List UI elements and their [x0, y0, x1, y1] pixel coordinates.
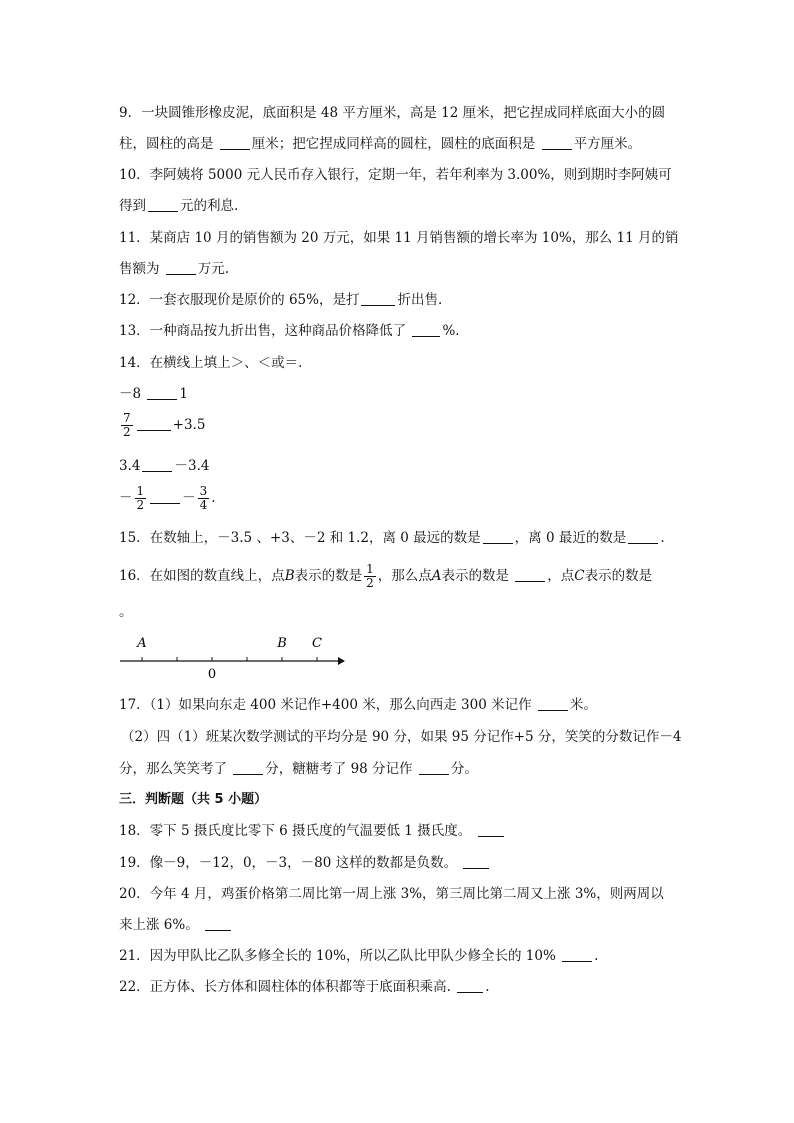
question-13-text-a: 13．一种商品按九折出售，这种商品价格降低了	[119, 323, 407, 339]
question-19-text: 19．像－9，－12，0，－3，－80 这样的数都是负数。	[119, 855, 458, 871]
question-17-line-3	[119, 760, 478, 778]
question-9-line-1	[119, 104, 665, 122]
question-14-intro	[119, 354, 302, 372]
answer-blank[interactable]	[147, 385, 177, 400]
axis-label-c: C	[312, 636, 322, 651]
question-16-text-d: ，那么点	[377, 568, 432, 584]
question-16-text-f: 表示的数是	[441, 568, 509, 584]
period: .	[211, 490, 216, 506]
question-21	[119, 947, 598, 965]
question-14-row-1	[119, 385, 188, 403]
question-16-line-2	[119, 603, 133, 621]
question-9-text-a: 柱，圆柱的高是	[119, 136, 214, 152]
row-1-left: －8	[119, 386, 142, 402]
row-1-right: 1	[179, 386, 188, 402]
question-15	[119, 529, 665, 547]
question-22-text: 22．正方体、长方体和圆柱体的体积都等于底面积乘高.	[119, 979, 451, 995]
minus-sign: －	[119, 490, 133, 506]
answer-blank[interactable]	[483, 529, 513, 544]
numerator: 1	[366, 562, 374, 576]
answer-blank[interactable]	[148, 197, 178, 212]
period: .	[485, 979, 490, 995]
question-18-text: 18．零下 5 摄氏度比零下 6 摄氏度的气温要低 1 摄氏度。	[119, 823, 472, 839]
question-17-text-2: （2）四（1）班某次数学测试的平均分是 90 分，如果 95 分记作+5 分，笑笑的分数记作－4	[121, 729, 682, 745]
denominator: 2	[123, 425, 131, 439]
question-14-text: 14．在横线上填上＞、＜或＝.	[119, 355, 303, 371]
denominator: 2	[136, 498, 145, 512]
question-15-text-c: .	[660, 530, 665, 546]
question-20-line-1	[119, 885, 664, 903]
question-13	[119, 322, 469, 340]
question-17-line-2	[121, 728, 681, 746]
question-14-row-2	[119, 412, 205, 439]
question-12	[119, 291, 442, 309]
answer-blank[interactable]	[515, 567, 545, 582]
answer-blank[interactable]	[538, 696, 568, 711]
answer-blank[interactable]	[457, 978, 483, 993]
question-16-text-end: 。	[119, 604, 133, 620]
answer-blank[interactable]	[412, 322, 440, 337]
question-10-text: 10．李阿姨将 5000 元人民币存入银行，定期一年，若年利率为 3.00%，则到期时李阿姨可	[119, 167, 672, 183]
question-17-text-a: 17．（1）如果向东走 400 米记作+400 米，那么向西走 300 米记作	[119, 697, 532, 713]
question-16-text-g: ，点	[547, 568, 575, 584]
answer-blank[interactable]	[463, 854, 489, 869]
question-14-row-3	[119, 457, 209, 475]
numerator: 3	[199, 484, 208, 498]
question-17-line-1	[119, 696, 597, 714]
answer-blank[interactable]	[562, 947, 592, 962]
question-10-line-1	[119, 166, 672, 184]
question-10-text-a: 得到	[119, 198, 146, 214]
question-9-text-b: 厘米；把它捏成同样高的圆柱，圆柱的底面积是	[251, 136, 536, 152]
answer-blank[interactable]	[233, 760, 263, 775]
question-17-text-3c: 分。	[450, 761, 478, 777]
question-11-text: 11．某商店 10 月的销售额为 20 万元，如果 11 月销售额的增长率为 10%，那么 11 月的销	[119, 230, 679, 246]
fraction-1-2	[364, 563, 376, 590]
answer-blank[interactable]	[137, 416, 171, 431]
question-17-text-3a: 分，那么笑笑考了	[119, 761, 227, 777]
question-20-line-2	[119, 916, 233, 934]
question-16-text-c: 表示的数是	[294, 568, 363, 584]
question-9-line-2	[119, 135, 641, 153]
question-16-line-1	[119, 563, 652, 590]
question-22	[119, 978, 490, 996]
fraction-3-4	[198, 485, 210, 512]
question-15-text-b: ，离 0 最近的数是	[514, 530, 627, 546]
row-3-left: 3.4	[119, 458, 141, 474]
answer-blank[interactable]	[542, 135, 572, 150]
point-c-label: C	[574, 568, 585, 584]
row-2-right: +3.5	[172, 417, 206, 433]
question-17-text-b: 米。	[569, 697, 597, 713]
question-11-line-2	[119, 260, 229, 278]
fraction-1-2	[135, 485, 147, 512]
question-18	[119, 822, 506, 840]
question-20-text-2: 来上涨 6%。	[119, 917, 199, 933]
row-3-right: －3.4	[174, 458, 210, 474]
question-21-text: 21．因为甲队比乙队多修全长的 10%，所以乙队比甲队少修全长的 10%	[119, 948, 556, 964]
numerator: 1	[136, 484, 145, 498]
period: .	[594, 948, 599, 964]
number-line-arrow-icon	[338, 657, 345, 665]
question-9-text: 9．一块圆锥形橡皮泥，底面积是 48 平方厘米，高是 12 厘米，把它捏成同样底面大小的圆	[119, 105, 666, 121]
answer-blank[interactable]	[166, 260, 196, 275]
question-15-text-a: 15．在数轴上，－3.5 、+3、－2 和 1.2，离 0 最远的数是	[119, 530, 481, 546]
point-a-label: A	[431, 568, 442, 584]
question-11-line-1	[119, 229, 679, 247]
answer-blank[interactable]	[150, 489, 180, 504]
answer-blank[interactable]	[478, 822, 504, 837]
question-12-text-b: 折出售.	[397, 292, 443, 308]
question-10-line-2	[119, 197, 238, 215]
answer-blank[interactable]	[220, 135, 250, 150]
denominator: 4	[199, 498, 208, 512]
question-10-text-b: 元的利息.	[180, 198, 239, 214]
question-9-text-c: 平方厘米。	[573, 136, 642, 152]
axis-label-a: A	[137, 636, 147, 651]
question-17-text-3b: 分，糖糖考了 98 分记作	[265, 761, 413, 777]
question-12-text-a: 12．一套衣服现价是原价的 65%，是打	[119, 292, 360, 308]
section-heading: 三．判断题（共 5 小题）	[119, 792, 268, 807]
question-19	[119, 854, 491, 872]
point-b-label: B	[284, 568, 295, 584]
axis-label-zero: 0	[207, 667, 217, 682]
question-13-text-b: %．	[442, 323, 469, 339]
number-line-figure	[112, 630, 352, 682]
question-11-text-a: 售额为	[119, 261, 160, 277]
question-11-text-b: 万元.	[197, 261, 230, 277]
question-14-row-4	[119, 485, 216, 512]
answer-blank[interactable]	[628, 529, 658, 544]
question-16-text-a: 16．在如图的数直线上，点	[119, 568, 285, 584]
denominator: 2	[366, 576, 374, 590]
answer-blank[interactable]	[142, 457, 172, 472]
question-16-text-i: 表示的数是	[584, 568, 653, 584]
minus-sign: －	[182, 490, 196, 506]
answer-blank[interactable]	[419, 760, 449, 775]
answer-blank[interactable]	[205, 916, 231, 931]
fraction-7-2	[121, 412, 133, 439]
numerator: 7	[123, 411, 131, 425]
question-20-text: 20．今年 4 月，鸡蛋价格第二周比第一周上涨 3%，第三周比第二周又上涨 3%，则两周以	[119, 886, 664, 902]
axis-label-b: B	[277, 636, 287, 651]
answer-blank[interactable]	[361, 291, 395, 306]
